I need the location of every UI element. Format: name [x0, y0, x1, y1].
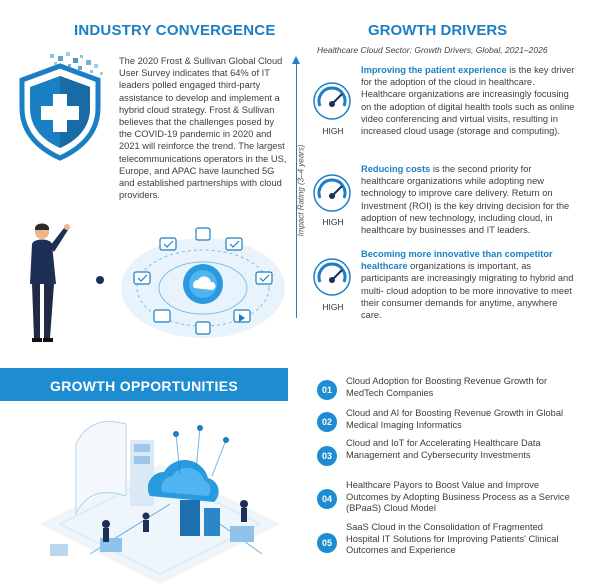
- connector-dot: [96, 276, 104, 284]
- driver-description: [361, 248, 577, 321]
- opportunity-text: Cloud and IoT for Accelerating Healthcare Data Management and Cybersecurity Investments: [346, 438, 541, 460]
- growth-drivers-subtitle: Healthcare Cloud Sector: Growth Drivers, Global, 2021–2026: [317, 45, 548, 55]
- industry-convergence-title: INDUSTRY CONVERGENCE: [74, 22, 276, 39]
- health-shield-icon: [10, 52, 110, 162]
- impact-axis-label: Impact Rating (3–4 years): [296, 144, 306, 237]
- opportunity-text: Healthcare Payors to Boost Value and Improve Outcomes by Adopting Business Process as a Service (BPaaS) Cloud Model: [346, 480, 570, 514]
- speedometer-icon: [313, 258, 351, 296]
- opportunity-number: 05: [317, 533, 337, 553]
- business-person-illustration: [26, 218, 74, 348]
- driver-body: is the key driver for the adoption of the cloud in healthcare. Healthcare organizations are increasingly focusing on the adoption of digital health tools such as online video conferencing and virtual visits, resulting in increased cloud usage (storage and computing).: [361, 65, 575, 137]
- driver-description: [361, 163, 577, 236]
- industry-convergence-text: The 2020 Frost & Sullivan Global Cloud User Survey indicates that 64% of IT leaders polled engaged third-party assistance to develop and implement a hybrid cloud strategy. Frost & Sullivan believes that the challenges posed by the COVID-19 pandemic in 2020 and 2021 will reinforce the trend. The largest telecommunications operators in the US, Europe, and APAC have launched 5G and established partnerships with cloud providers.: [119, 56, 287, 201]
- growth-opportunities-title: GROWTH OPPORTUNITIES: [50, 378, 238, 394]
- opportunity-number: 04: [317, 489, 337, 509]
- opportunity-number: 02: [317, 412, 337, 432]
- opportunity-text: SaaS Cloud in the Consolidation of Fragmented Hospital IT Solutions for Improving Patients' Clinical Outcomes and Experience: [346, 522, 559, 556]
- driver-highlight: Reducing costs: [361, 164, 431, 174]
- opportunity-number: 03: [317, 446, 337, 466]
- opportunity-text: Cloud and AI for Boosting Revenue Growth in Global Medical Imaging Informatics: [346, 408, 564, 430]
- driver-body: organizations is important, as participants are increasingly migrating to hybrid and multi- cloud adoption to be more innovative to meet their consumer demands for anytime, anywhere care.: [361, 261, 574, 321]
- driver-body: is the second priority for healthcare organizations while adopting new technology to improve care delivery. Return on Investment (ROI) is the key driving decision for the adoption of new technology, including cloud, in healthcare by businesses and IT leaders.: [361, 164, 570, 236]
- cloud-network-illustration: [118, 224, 288, 342]
- driver-highlight: Improving the patient experience: [361, 65, 507, 75]
- speedometer-icon: [313, 174, 351, 212]
- driver-highlight: Becoming more innovative than competitor healthcare: [361, 249, 553, 272]
- driver-description: [361, 64, 577, 137]
- speedometer-icon: [313, 82, 351, 120]
- opportunity-text: Cloud Adoption for Boosting Revenue Growth for MedTech Companies: [346, 376, 548, 398]
- growth-drivers-title: GROWTH DRIVERS: [368, 22, 508, 39]
- driver-level: HIGH: [322, 217, 344, 227]
- cloud-datacenter-illustration: [30, 404, 288, 586]
- driver-level: HIGH: [322, 302, 344, 312]
- driver-level: HIGH: [322, 126, 344, 136]
- opportunity-number: 01: [317, 380, 337, 400]
